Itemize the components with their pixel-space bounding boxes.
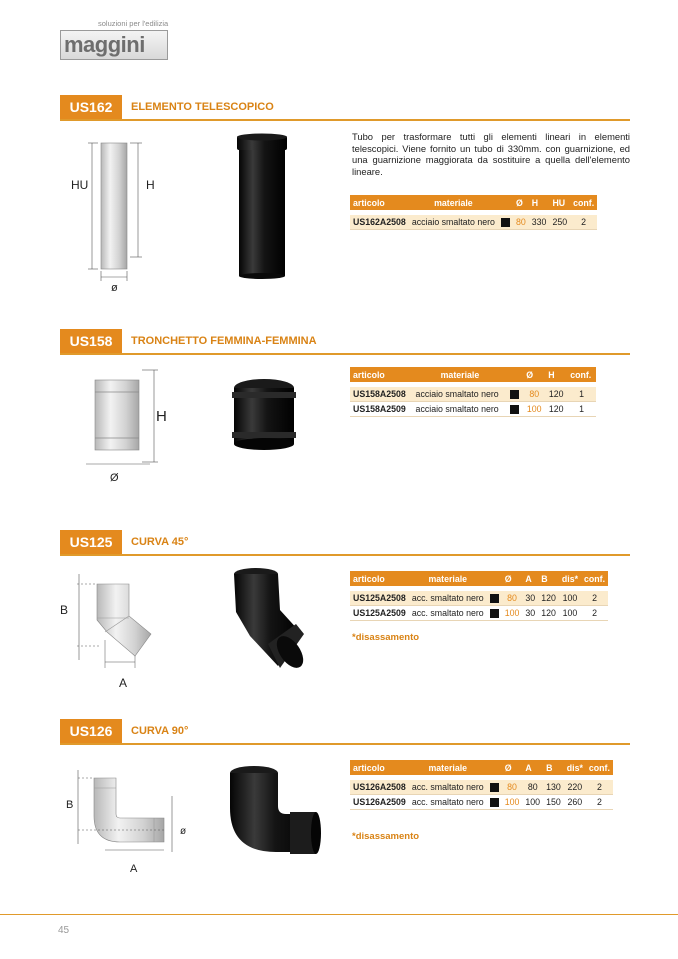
cell-diameter: 100: [502, 795, 523, 810]
dim-label-a: A: [130, 863, 138, 875]
cell-a: 30: [522, 606, 538, 621]
col-header-materiale: materiale: [413, 367, 508, 382]
cell-articolo: US126A2509: [350, 795, 409, 810]
col-header-b: B: [538, 571, 559, 586]
cell-diameter: 100: [502, 606, 523, 621]
color-swatch: [487, 606, 502, 621]
dim-label-b: B: [66, 799, 74, 811]
spec-table-us126: [350, 760, 613, 810]
technical-drawing-elbow-90: [60, 766, 200, 878]
col-header-swatch: [498, 195, 513, 210]
table-row: [350, 795, 613, 810]
col-header-conf: conf.: [581, 571, 608, 586]
cell-articolo: US158A2508: [350, 387, 413, 402]
section-us162: [60, 95, 630, 121]
footnote-disassamento: *disassamento: [352, 632, 420, 643]
color-swatch: [507, 402, 523, 417]
col-header-h: H: [545, 367, 567, 382]
cell-materiale: acc. smaltato nero: [409, 591, 487, 606]
technical-drawing-elbow-45: [55, 570, 165, 695]
product-title: TRONCHETTO FEMMINA-FEMMINA: [131, 335, 317, 347]
footnote-disassamento: *disassamento: [352, 831, 420, 842]
section-header: [60, 95, 630, 121]
cell-diameter: 80: [523, 387, 545, 402]
product-photo-elbow-90: [226, 764, 322, 860]
section-us125: [60, 530, 630, 556]
cell-dis: 100: [559, 591, 581, 606]
table-row: [350, 387, 596, 402]
cell-hu: 250: [549, 215, 570, 230]
cell-h: 330: [529, 215, 550, 230]
product-title: CURVA 45°: [131, 536, 189, 548]
table-header-row: [350, 367, 596, 382]
col-header-h: H: [529, 195, 550, 210]
cell-conf: 1: [567, 402, 596, 417]
cell-conf: 2: [570, 215, 597, 230]
spec-table-us162: [350, 195, 597, 230]
product-code-badge: US125: [60, 530, 122, 554]
col-header-materiale: materiale: [409, 571, 487, 586]
black-color-swatch: [510, 405, 519, 414]
spec-table-us158: [350, 367, 596, 417]
dim-label-diameter: Ø: [110, 472, 119, 484]
color-swatch: [487, 795, 502, 810]
col-header-b: B: [543, 760, 564, 775]
section-us158: [60, 329, 630, 355]
section-header: [60, 719, 630, 745]
cell-materiale: acc. smaltato nero: [409, 780, 487, 795]
product-code-badge: US126: [60, 719, 122, 743]
table-row: [350, 591, 608, 606]
table-row: [350, 780, 613, 795]
cell-h: 120: [545, 387, 567, 402]
black-color-swatch: [490, 783, 499, 792]
section-header: [60, 329, 630, 355]
cell-articolo: US158A2509: [350, 402, 413, 417]
section-header: [60, 530, 630, 556]
cell-dis: 260: [564, 795, 586, 810]
cell-conf: 2: [581, 591, 608, 606]
color-swatch: [507, 387, 523, 402]
cell-diameter: 80: [502, 591, 523, 606]
color-swatch: [487, 780, 502, 795]
col-header-dis: dis*: [559, 571, 581, 586]
col-header-swatch: [507, 367, 523, 382]
color-swatch: [487, 591, 502, 606]
cell-b: 120: [538, 606, 559, 621]
cell-b: 120: [538, 591, 559, 606]
cell-materiale: acciaio smaltato nero: [413, 402, 508, 417]
cell-h: 120: [545, 402, 567, 417]
col-header-diameter: Ø: [502, 571, 523, 586]
section-us126: [60, 719, 630, 745]
black-color-swatch: [490, 594, 499, 603]
col-header-a: A: [522, 571, 538, 586]
black-color-swatch: [490, 609, 499, 618]
cell-conf: 1: [567, 387, 596, 402]
brand-logo: [60, 19, 169, 60]
product-photo-coupler: [228, 376, 300, 456]
product-code-badge: US158: [60, 329, 122, 353]
brand-tagline: soluzioni per l'edilizia: [98, 19, 169, 28]
cell-articolo: US125A2509: [350, 606, 409, 621]
cell-articolo: US162A2508: [350, 215, 409, 230]
cell-materiale: acciaio smaltato nero: [413, 387, 508, 402]
cell-diameter: 100: [523, 402, 545, 417]
col-header-dis: dis*: [564, 760, 586, 775]
col-header-conf: conf.: [586, 760, 613, 775]
cell-materiale: acc. smaltato nero: [409, 795, 487, 810]
table-header-row: [350, 195, 597, 210]
technical-drawing-telescopic: [68, 135, 178, 295]
dim-label-a: A: [119, 676, 128, 690]
black-color-swatch: [501, 218, 510, 227]
footer-divider: [0, 914, 678, 915]
col-header-articolo: articolo: [350, 760, 409, 775]
technical-drawing-coupler: [80, 366, 180, 486]
black-color-swatch: [510, 390, 519, 399]
col-header-articolo: articolo: [350, 367, 413, 382]
cell-dis: 220: [564, 780, 586, 795]
brand-logo-box: [60, 30, 168, 60]
product-title: ELEMENTO TELESCOPICO: [131, 101, 274, 113]
product-photo-telescopic: [232, 132, 292, 282]
col-header-a: A: [522, 760, 543, 775]
col-header-conf: conf.: [570, 195, 597, 210]
col-header-articolo: articolo: [350, 195, 409, 210]
page-number: 45: [58, 925, 70, 936]
col-header-materiale: materiale: [409, 760, 487, 775]
table-row: [350, 606, 608, 621]
cell-articolo: US126A2508: [350, 780, 409, 795]
color-swatch: [498, 215, 513, 230]
dim-label-diameter: ø: [180, 826, 187, 837]
col-header-diameter: Ø: [523, 367, 545, 382]
col-header-diameter: Ø: [502, 760, 523, 775]
col-header-hu: HU: [549, 195, 570, 210]
table-header-row: [350, 760, 613, 775]
cell-conf: 2: [586, 795, 613, 810]
dim-label-h: H: [146, 178, 155, 192]
product-description: Tubo per trasformare tutti gli elementi lineari in elementi telescopici. Viene fornito un tubo di 330mm. con guarnizione, ed una guarnizione maggiorata da sostituire a quella dell'elemento lineare.: [352, 131, 630, 177]
table-row: [350, 402, 596, 417]
cell-diameter: 80: [513, 215, 529, 230]
dim-label-diameter: ø: [111, 282, 118, 294]
dim-label-b: B: [60, 603, 69, 617]
cell-a: 80: [522, 780, 543, 795]
col-header-conf: conf.: [567, 367, 596, 382]
table-row: [350, 215, 597, 230]
cell-materiale: acciaio smaltato nero: [409, 215, 498, 230]
product-code-badge: US162: [60, 95, 122, 119]
product-title: CURVA 90°: [131, 725, 189, 737]
brand-name: maggini: [64, 32, 145, 57]
cell-diameter: 80: [502, 780, 523, 795]
col-header-articolo: articolo: [350, 571, 409, 586]
cell-a: 30: [522, 591, 538, 606]
cell-a: 100: [522, 795, 543, 810]
cell-conf: 2: [581, 606, 608, 621]
black-color-swatch: [490, 798, 499, 807]
cell-b: 150: [543, 795, 564, 810]
product-photo-elbow-45: [228, 566, 308, 676]
cell-dis: 100: [559, 606, 581, 621]
cell-articolo: US125A2508: [350, 591, 409, 606]
dim-label-h: H: [156, 408, 167, 425]
cell-b: 130: [543, 780, 564, 795]
dim-label-hu: HU: [71, 178, 89, 192]
cell-materiale: acc. smaltato nero: [409, 606, 487, 621]
spec-table-us125: [350, 571, 608, 621]
col-header-swatch: [487, 571, 502, 586]
table-header-row: [350, 571, 608, 586]
col-header-swatch: [487, 760, 502, 775]
cell-conf: 2: [586, 780, 613, 795]
col-header-materiale: materiale: [409, 195, 498, 210]
col-header-diameter: Ø: [513, 195, 529, 210]
